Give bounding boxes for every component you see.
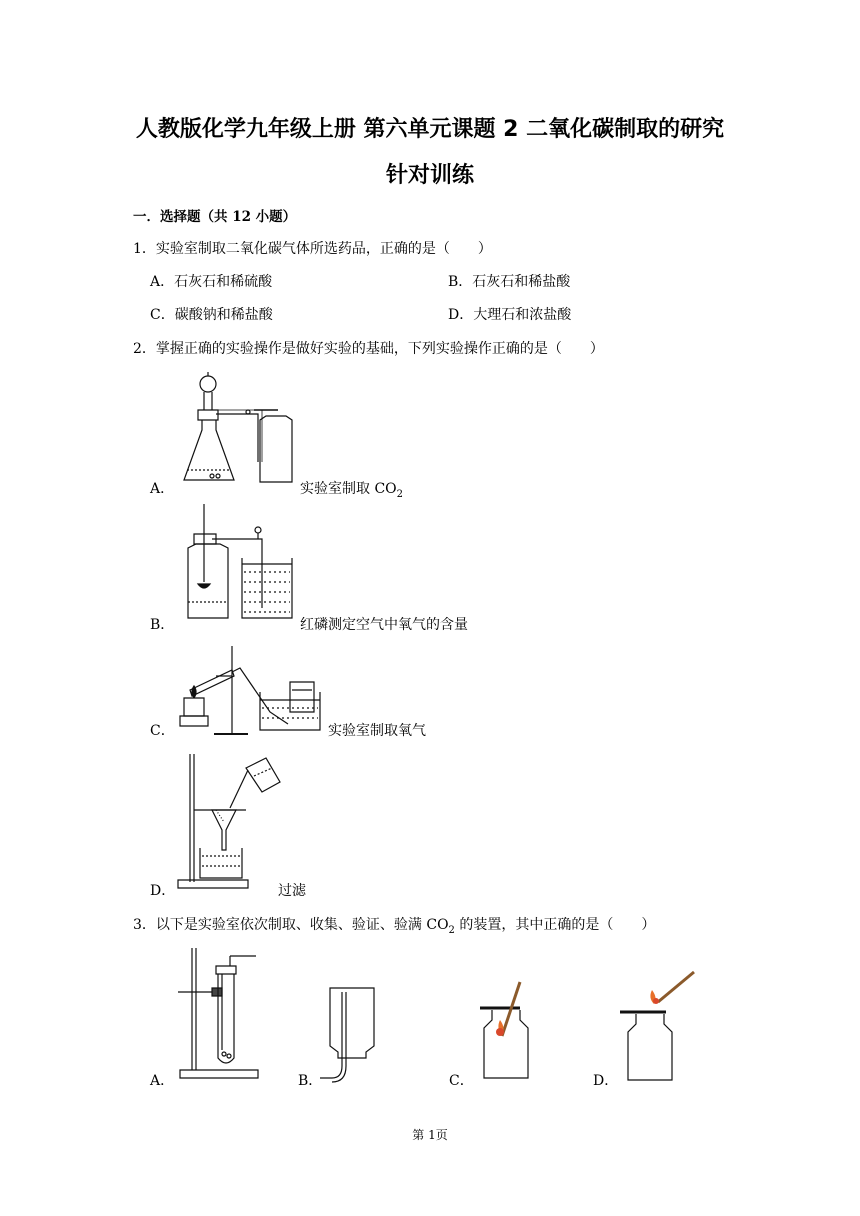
document-subtitle: 针对训练	[385, 163, 474, 188]
question-1-option-a: A．石灰石和稀硫酸	[150, 274, 273, 290]
question-1-stem: 1．实验室制取二氧化碳气体所选药品，正确的是（ ）	[133, 241, 492, 257]
question-2-option-b-caption: 红磷测定空气中氧气的含量	[300, 617, 468, 633]
question-3-option-d-letter: D．	[593, 1073, 619, 1089]
co2-full-check-figure	[618, 968, 700, 1084]
question-2-option-c-letter: C．	[150, 723, 175, 739]
filtration-apparatus-figure	[176, 752, 286, 890]
oxygen-preparation-apparatus-figure	[176, 642, 326, 738]
question-2-option-a-caption: 实验室制取 $CO_2$	[300, 481, 404, 500]
question-2-option-d-letter: D．	[150, 883, 176, 899]
question-1-option-b: B．石灰石和稀盐酸	[448, 274, 571, 290]
question-1-option-c: C．碳酸钠和稀盐酸	[150, 307, 273, 323]
question-3-option-c-letter: C．	[449, 1073, 474, 1089]
page-number: 第 1页	[412, 1128, 448, 1142]
question-2-option-c-caption: 实验室制取氧气	[328, 723, 426, 739]
co2-generation-apparatus-figure	[178, 370, 298, 490]
question-1-option-d: D．大理石和浓盐酸	[448, 307, 572, 323]
question-2-option-a-letter: A．	[150, 481, 175, 497]
red-phosphorus-oxygen-test-figure	[178, 502, 294, 624]
question-3-stem: 3．以下是实验室依次制取、收集、验证、验满 $CO_2$ 的装置，其中正确的是（ ）	[133, 917, 656, 936]
question-3-option-a-letter: A．	[150, 1073, 175, 1089]
co2-generation-test-tube-figure	[176, 946, 260, 1082]
question-2-stem: 2．掌握正确的实验操作是做好实验的基础，下列实验操作正确的是（ ）	[133, 341, 604, 357]
section-heading: 一．选择题（共 12 小题）	[133, 209, 297, 225]
question-2-option-b-letter: B．	[150, 617, 175, 633]
question-3-option-b-letter: B．	[298, 1073, 323, 1089]
co2-collection-figure	[318, 986, 380, 1082]
question-2-option-d-caption: 过滤	[278, 883, 306, 899]
co2-verification-figure	[476, 980, 536, 1082]
document-title: 人教版化学九年级上册 第六单元课题 2 二氧化碳制取的研究	[135, 117, 725, 142]
